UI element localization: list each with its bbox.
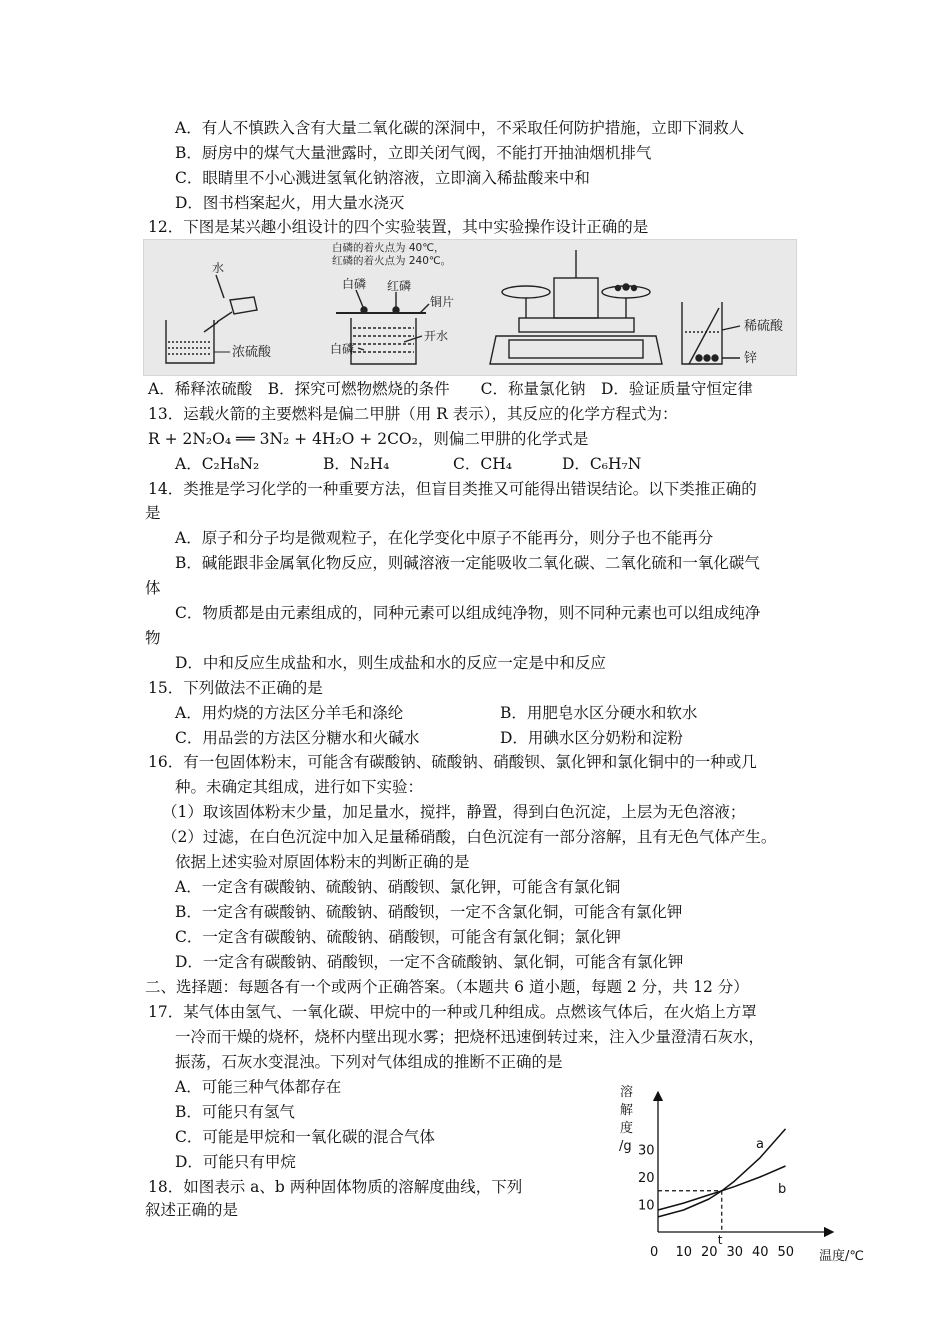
y-axis-label-1: 溶	[620, 1085, 634, 1100]
q17-option-a: A．可能三种气体都存在	[175, 1078, 342, 1096]
y-tick-label: 30	[638, 1143, 655, 1159]
label-red-p: 红磷	[387, 279, 412, 293]
q16-step1: （1）取该固体粉末少量，加足量水，搅拌，静置，得到白色沉淀，上层为无色溶液；	[162, 803, 746, 821]
q18-stem-cont: 叙述正确的是	[145, 1201, 239, 1219]
q14-option-d: D．中和反应生成盐和水，则生成盐和水的反应一定是中和反应	[175, 654, 606, 672]
x-tick-label: 50	[777, 1245, 795, 1260]
note-red-p-ignition: 红磷的着火点为 240℃。	[332, 255, 452, 267]
q12-options: A．稀释浓硫酸 B．探究可燃物燃烧的条件 C．称量氯化钠 D．验证质量守恒定律	[148, 380, 753, 398]
label-conc-acid: 浓硫酸	[232, 345, 272, 360]
temperature-t-label: t	[717, 1233, 723, 1247]
q13-equation: R + 2N₂O₄ ══ 3N₂ + 4H₂O + 2CO₂，则偏二甲肼的化学式是	[148, 430, 589, 448]
q16-question: 依据上述实验对原固体粉末的判断正确的是	[175, 853, 470, 871]
q14-option-a: A．原子和分子均是微观粒子，在化学变化中原子不能再分，则分子也不能再分	[175, 529, 714, 547]
q13-option-a: A．C₂H₈N₂	[175, 455, 260, 473]
q16-option-a: A．一定含有碳酸钠、硫酸钠、硝酸钡、氯化钾，可能含有氯化铜	[175, 878, 621, 896]
q14-option-c: C．物质都是由元素组成的，同种元素可以组成纯净物，则不同种元素也可以组成纯净	[175, 604, 761, 622]
note-white-p-ignition: 白磷的着火点为 40℃，	[332, 242, 445, 254]
mass-conservation-apparatus	[682, 302, 740, 364]
q14-stem: 14．类推是学习化学的一种重要方法，但盲目类推又可能得出错误结论。以下类推正确的	[148, 480, 757, 498]
x-tick-label: 10	[675, 1245, 693, 1260]
q11-option-a: A．有人不慎跌入含有大量二氧化碳的深洞中，不采取任何防护措施，立即下洞救人	[175, 119, 745, 137]
q14-option-b-cont: 体	[145, 579, 161, 597]
q15-option-d: D．用碘水区分奶粉和淀粉	[500, 729, 683, 747]
experiment-figure	[143, 239, 797, 376]
q16-stem: 16．有一包固体粉末，可能含有碳酸钠、硫酸钠、硝酸钡、氯化钾和氯化铜中的一种或几	[148, 753, 757, 771]
x-tick-label: 20	[701, 1245, 718, 1260]
label-zinc: 锌	[744, 351, 758, 366]
q14-option-b: B．碱能跟非金属氧化物反应，则碱溶液一定能吸收二氧化碳、二氧化硫和一氧化碳气	[175, 554, 760, 572]
q12-stem: 12．下图是某兴趣小组设计的四个实验装置，其中实验操作设计正确的是	[148, 218, 649, 236]
x-tick-label: 30	[726, 1245, 744, 1260]
q17-stem-cont1: 一冷而干燥的烧杯，烧杯内壁出现水雾；把烧杯迅速倒转过来，注入少量澄清石灰水，	[175, 1028, 765, 1046]
q14-stem-cont: 是	[145, 504, 161, 522]
origin-label: 0	[650, 1245, 659, 1260]
solubility-chart	[600, 1080, 900, 1270]
q13-option-d: D．C₆H₇N	[562, 455, 642, 473]
curve-b	[658, 1166, 786, 1210]
q16-option-b: B．一定含有碳酸钠、硫酸钠、硝酸钡，一定不含氯化铜，可能含有氯化钾	[175, 903, 683, 921]
label-dilute-acid: 稀硫酸	[744, 319, 784, 334]
q15-option-a: A．用灼烧的方法区分羊毛和涤纶	[175, 704, 404, 722]
q11-option-d: D．图书档案起火，用大量水浇灭	[175, 194, 405, 212]
curve-label-b: b	[778, 1182, 787, 1197]
x-tick-label: 40	[752, 1245, 769, 1260]
q16-option-c: C．一定含有碳酸钠、硫酸钠、硝酸钡，可能含有氯化铜；氯化钾	[175, 928, 621, 946]
label-boiling-water: 开水	[424, 329, 449, 343]
q13-option-b: B．N₂H₄	[323, 455, 390, 473]
q15-stem: 15．下列做法不正确的是	[148, 679, 323, 697]
q16-option-d: D．一定含有碳酸钠、硝酸钡，一定不含硫酸钠、氯化铜，可能含有氯化钾	[175, 953, 684, 971]
q17-stem: 17．某气体由氢气、一氧化碳、甲烷中的一种或几种组成。点燃该气体后，在火焰上方罩	[148, 1003, 757, 1021]
q17-stem-cont2: 振荡，石灰水变混浊。下列对气体组成的推断不正确的是	[175, 1053, 563, 1071]
y-axis-label-3: 度	[620, 1121, 634, 1136]
y-axis-label-4: /g	[619, 1139, 632, 1154]
q16-step2: （2）过滤，在白色沉淀中加入足量稀硝酸，白色沉淀有一部分溶解，且有无色气体产生。	[162, 828, 777, 846]
q17-option-d: D．可能只有甲烷	[175, 1153, 296, 1171]
q13-option-c: C．CH₄	[453, 455, 512, 473]
y-tick-label: 10	[638, 1198, 655, 1214]
y-tick-label: 20	[638, 1171, 655, 1186]
q17-option-c: C．可能是甲烷和一氧化碳的混合气体	[175, 1128, 435, 1146]
x-axis-title: 温度/℃	[819, 1249, 864, 1264]
q16-stem-cont: 种。未确定其组成，进行如下实验：	[175, 778, 424, 796]
q13-stem: 13．运载火箭的主要燃料是偏二甲肼（用 R 表示），其反应的化学方程式为：	[148, 405, 678, 423]
q17-option-b: B．可能只有氢气	[175, 1103, 295, 1121]
label-water: 水	[212, 261, 225, 275]
q14-option-c-cont: 物	[145, 629, 161, 647]
label-white-p-water: 白磷	[330, 342, 355, 356]
q15-option-c: C．用品尝的方法区分糖水和火碱水	[175, 729, 420, 747]
balance-apparatus	[490, 250, 662, 364]
label-white-p-top: 白磷	[342, 277, 367, 291]
section-2-header: 二、选择题：每题各有一个或两个正确答案。（本题共 6 道小题，每题 2 分，共 12 分）	[145, 978, 749, 996]
q18-stem: 18．如图表示 a、b 两种固体物质的溶解度曲线，下列	[148, 1178, 523, 1196]
curve-label-a: a	[756, 1136, 764, 1152]
q15-option-b: B．用肥皂水区分硬水和软水	[500, 704, 698, 722]
label-copper: 铜片	[430, 295, 455, 309]
q11-option-c: C．眼睛里不小心溅进氢氧化钠溶液，立即滴入稀盐酸来中和	[175, 169, 590, 187]
curve-a	[658, 1129, 786, 1217]
q11-option-b: B．厨房中的煤气大量泄露时，立即关闭气阀，不能打开抽油烟机排气	[175, 144, 652, 162]
y-axis-label-2: 解	[620, 1103, 634, 1118]
